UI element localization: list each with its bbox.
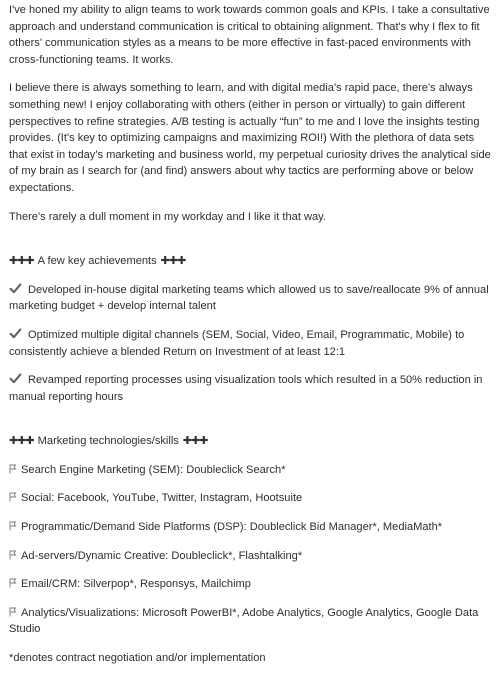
about-paragraph-1: I've honed my ability to align teams to work towards common goals and KPIs. I take a consultative approach and understand communication is critical to obtaining alignment. That's why I flex to fit others' communication styles as a means to be more effective in fast-paced environments with cross-functioning teams. It works.	[9, 4, 490, 66]
skill-item	[9, 462, 491, 479]
achievement-item	[9, 327, 491, 360]
flag-icon	[9, 521, 17, 531]
skill-item	[9, 576, 491, 593]
skills-header	[9, 433, 491, 450]
about-paragraph-2: I believe there is always something to learn, and with digital media's rapid pace, there's always something new! I enjoy collaborating with others (either in person or virtually) to gain different perspectives to refine strategies. A/B testing is actually “fun” to me and I love the insights testing provides. (It's key to optimizing campaigns and maximizing ROI!) With the plethora of data sets that exist in today's marketing and business world, my perpetual curiosity drives the analytical side of my brain as I search for (and find) answers about why tactics are performing above or below expectations.	[9, 82, 491, 194]
cross-decoration-icon: ✚✚✚	[9, 255, 34, 268]
achievement-item	[9, 282, 491, 315]
skill-item	[9, 605, 491, 638]
skill-item	[9, 548, 491, 565]
skill-item	[9, 519, 491, 536]
footnote: *denotes contract negotiation and/or implementation	[9, 652, 266, 665]
skill-text: Ad-servers/Dynamic Creative: Doubleclick*, Flashtalking*	[21, 549, 303, 562]
flag-icon	[9, 607, 17, 617]
achievements-header-label: A few key achievements	[37, 255, 157, 268]
about-section	[9, 2, 491, 667]
about-paragraph-3: There's rarely a dull moment in my workday and I like it that way.	[9, 210, 326, 223]
check-mark-icon	[9, 372, 22, 385]
flag-icon	[9, 464, 17, 474]
skill-text: Email/CRM: Silverpop*, Responsys, Mailchimp	[21, 578, 251, 591]
skill-text: Analytics/Visualizations: Microsoft PowerBI*, Adobe Analytics, Google Analytics, Google Data Studio	[9, 606, 479, 636]
skill-text: Search Engine Marketing (SEM): Doubleclick Search*	[21, 463, 286, 476]
achievement-item	[9, 372, 491, 405]
achievement-text: Developed in-house digital marketing teams which allowed us to save/reallocate 9% of annual marketing budget + develop internal talent	[9, 283, 489, 313]
flag-icon	[9, 492, 17, 502]
skill-text: Programmatic/Demand Side Platforms (DSP): Doubleclick Bid Manager*, MediaMath*	[21, 521, 443, 534]
check-mark-icon	[9, 327, 22, 340]
cross-decoration-icon: ✚✚✚	[9, 435, 34, 448]
check-mark-icon	[9, 282, 22, 295]
achievements-header	[9, 253, 491, 270]
skill-item	[9, 490, 491, 507]
skills-header-label: Marketing technologies/skills	[37, 435, 179, 448]
achievement-text: Revamped reporting processes using visualization tools which resulted in a 50% reduction in manual reporting hours	[9, 374, 483, 403]
achievement-text: Optimized multiple digital channels (SEM, Social, Video, Email, Programmatic, Mobile) to consistently achieve a blended Return on Investment of at least 12:1	[9, 328, 465, 358]
cross-decoration-icon: ✚✚✚	[160, 255, 186, 268]
flag-icon	[9, 550, 17, 560]
flag-icon	[9, 578, 17, 588]
cross-decoration-icon: ✚✚✚	[182, 435, 208, 448]
skill-text: Social: Facebook, YouTube, Twitter, Instagram, Hootsuite	[21, 492, 303, 505]
